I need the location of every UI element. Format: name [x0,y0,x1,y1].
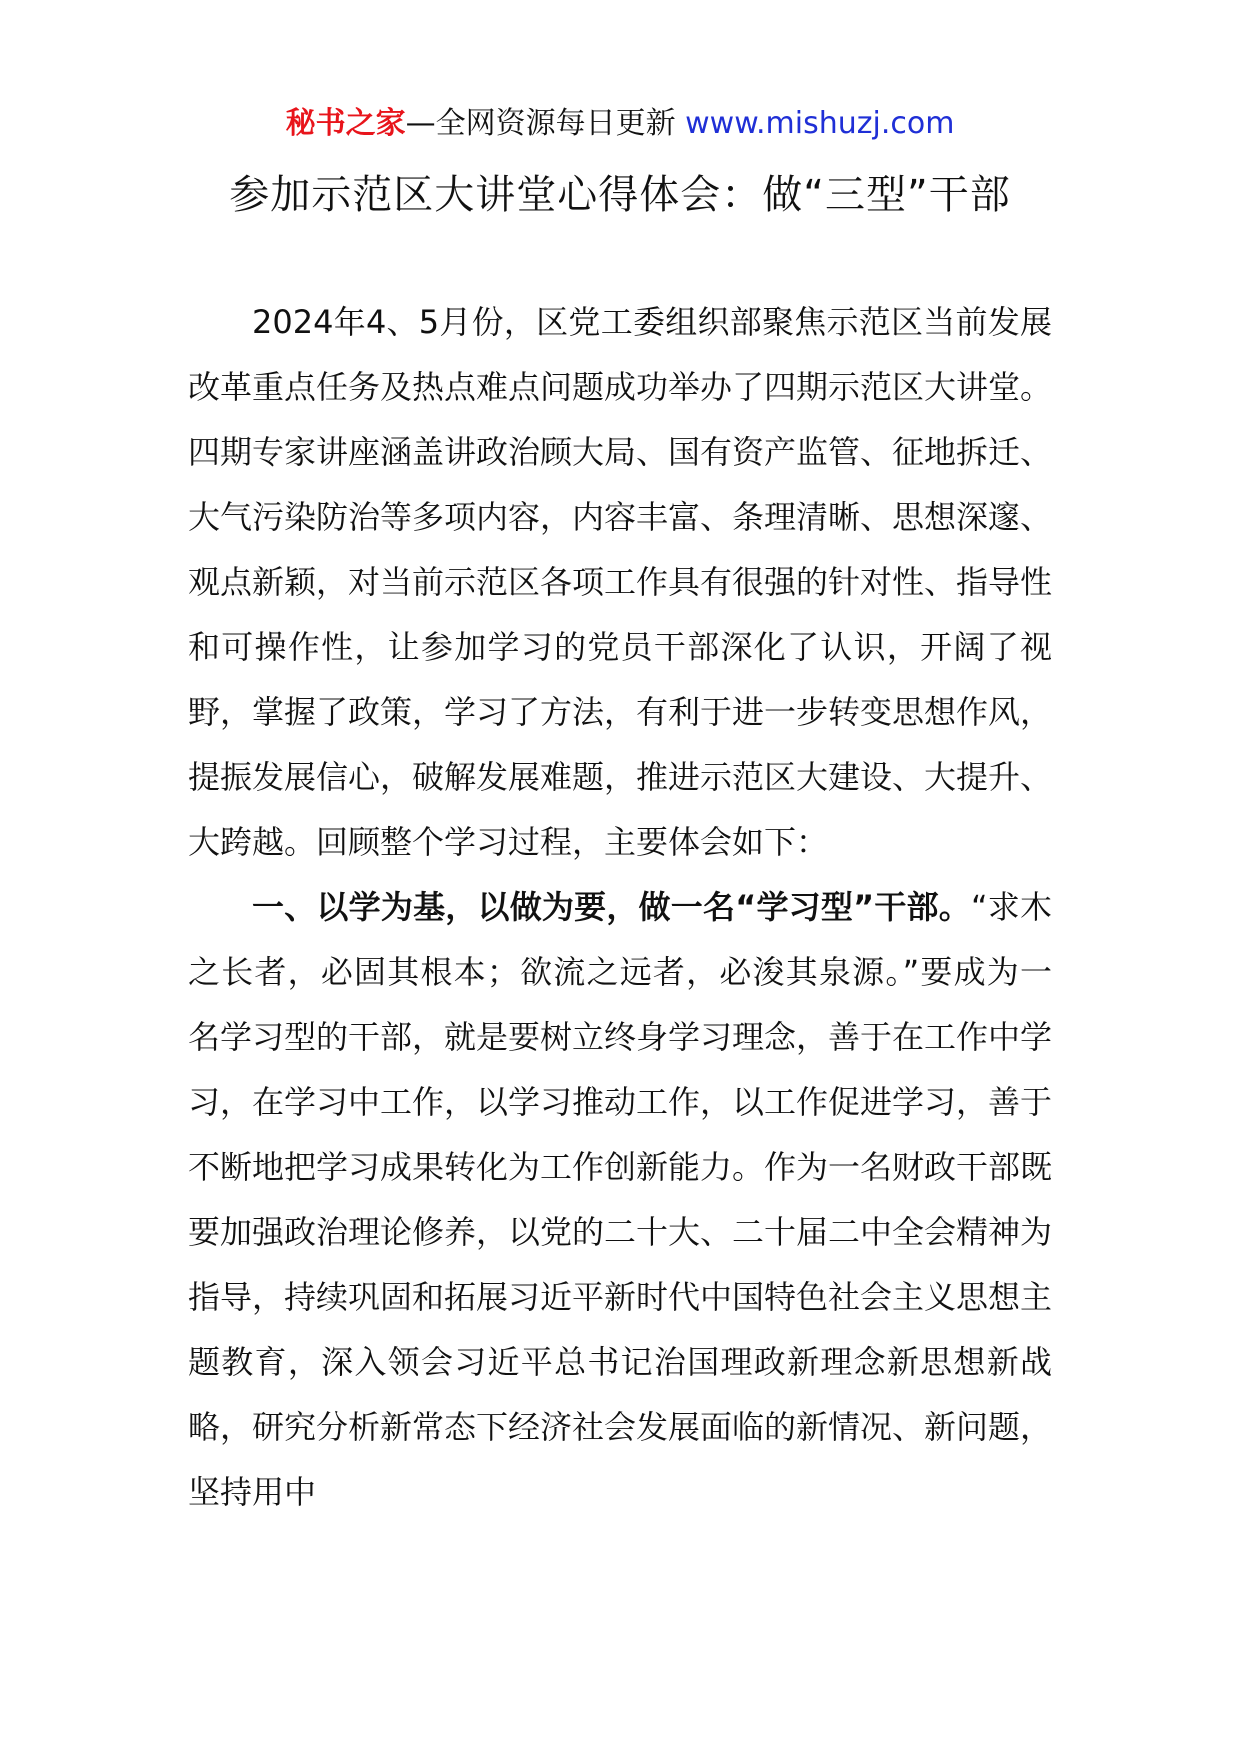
site-header [0,102,1240,146]
section-heading-1: 一、以学为基，以做为要，做一名“学习型”干部。 [252,888,971,926]
site-brand: 秘书之家 [285,106,406,141]
paragraph-section-1 [188,875,1052,1525]
document-body [188,290,1052,1525]
section-body-1: “求木之长者，必固其根本；欲流之远者，必浚其泉源。”要成为一名学习型的干部，就是要树立终身学习理念，善于在工作中学习，在学习中工作，以学习推动工作，以工作促进学习，善于不断地把学习成果转化为工作创新能力。作为一名财政干部既要加强政治理论修养，以党的二十大、二十届二中全会精神为指导，持续巩固和拓展习近平新时代中国特色社会主义思想主题教育，深入领会习近平总书记治国理政新理念新思想新战略，研究分析新常态下经济社会发展面临的新情况、新问题，坚持用中 [188,888,1053,1511]
site-slogan: —全网资源每日更新 [405,106,676,141]
paragraph-intro: 2024年4、5月份，区党工委组织部聚焦示范区当前发展改革重点任务及热点难点问题成功举办了四期示范区大讲堂。四期专家讲座涵盖讲政治顾大局、国有资产监管、征地拆迁、大气污染防治等多项内容，内容丰富、条理清晰、思想深邃、观点新颖，对当前示范区各项工作具有很强的针对性、指导性和可操作性，让参加学习的党员干部深化了认识，开阔了视野，掌握了政策，学习了方法，有利于进一步转变思想作风，提振发展信心，破解发展难题，推进示范区大建设、大提升、大跨越。回顾整个学习过程，主要体会如下： [188,303,1053,861]
document-title: 参加示范区大讲堂心得体会：做“三型”干部 [229,172,1011,218]
site-url-link[interactable]: www.mishuzj.com [685,106,955,141]
